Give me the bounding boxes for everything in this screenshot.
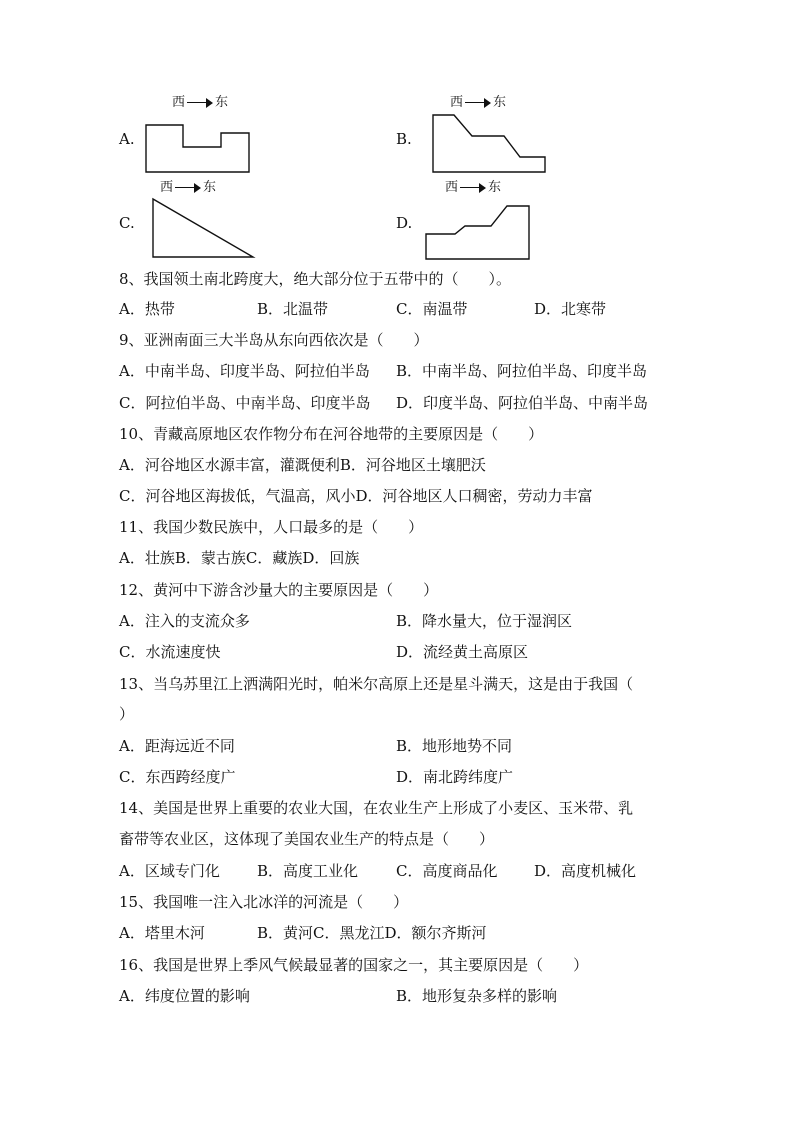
q12-option-d: D．流经黄土高原区 <box>396 643 529 661</box>
figure-b-profile <box>432 113 548 173</box>
question-14-stem-cont: 畜带等农业区，这体现了美国农业生产的特点是（ ） <box>119 830 495 848</box>
q13-option-a: A．距海远近不同 <box>119 737 235 755</box>
east-label: 东 <box>488 180 502 195</box>
east-label: 东 <box>493 95 507 110</box>
q9-option-b: B．中南半岛、阿拉伯半岛、印度半岛 <box>396 362 648 380</box>
figure-d-profile <box>425 204 531 260</box>
west-label: 西 <box>160 180 174 195</box>
q11-options: A．壮族B．蒙古族C．藏族D．回族 <box>119 549 360 567</box>
q16-option-a: A．纬度位置的影响 <box>119 987 250 1005</box>
q13-option-c: C．东西跨经度广 <box>119 768 236 786</box>
q15-option-a: A．塔里木河 <box>119 924 205 942</box>
q9-option-c: C．阿拉伯半岛、中南半岛、印度半岛 <box>119 394 371 412</box>
q12-option-a: A．注入的支流众多 <box>119 612 250 630</box>
figure-b-direction <box>450 95 506 111</box>
q9-option-a: A．中南半岛、印度半岛、阿拉伯半岛 <box>119 362 370 380</box>
west-label: 西 <box>450 95 464 110</box>
west-label: 西 <box>445 180 459 195</box>
q14-option-b: B．高度工业化 <box>257 862 359 880</box>
west-label: 西 <box>172 95 186 110</box>
q8-option-a: A．热带 <box>119 300 175 318</box>
question-15-stem: 15、我国唯一注入北冰洋的河流是（ ） <box>119 893 409 911</box>
arrow-right-icon <box>465 98 491 108</box>
question-14-stem: 14、美国是世界上重要的农业大国，在农业生产上形成了小麦区、玉米带、乳 <box>119 799 634 817</box>
q8-option-b: B．北温带 <box>257 300 329 318</box>
figure-d-label: D. <box>396 214 413 232</box>
q8-option-c: C．南温带 <box>396 300 468 318</box>
figure-c-profile <box>152 198 256 258</box>
figure-b-label: B. <box>396 130 412 148</box>
q13-option-d: D．南北跨纬度广 <box>396 768 514 786</box>
figure-a-profile <box>145 123 251 173</box>
q14-option-c: C．高度商品化 <box>396 862 498 880</box>
arrow-right-icon <box>460 183 486 193</box>
q12-option-c: C．水流速度快 <box>119 643 221 661</box>
q10-options-cd: C．河谷地区海拔低，气温高，风小D．河谷地区人口稠密，劳动力丰富 <box>119 487 593 505</box>
east-label: 东 <box>203 180 217 195</box>
q16-option-b: B．地形复杂多样的影响 <box>396 987 558 1005</box>
q15-options-bcd: B．黄河C．黑龙江D．额尔齐斯河 <box>257 924 487 942</box>
question-16-stem: 16、我国是世界上季风气候最显著的国家之一，其主要原因是（ ） <box>119 956 589 974</box>
q12-option-b: B．降水量大，位于湿润区 <box>396 612 573 630</box>
east-label: 东 <box>215 95 229 110</box>
question-13-stem-cont: ） <box>119 705 135 723</box>
figure-a-direction <box>172 95 228 111</box>
question-10-stem: 10、青藏高原地区农作物分布在河谷地带的主要原因是（ ） <box>119 425 544 443</box>
figure-a-label: A. <box>119 130 135 148</box>
figure-c-direction <box>160 180 216 196</box>
q10-options-ab: A．河谷地区水源丰富，灌溉便利B．河谷地区土壤肥沃 <box>119 456 486 474</box>
question-9-stem: 9、亚洲南面三大半岛从东向西依次是（ ） <box>119 331 429 349</box>
q9-option-d: D．印度半岛、阿拉伯半岛、中南半岛 <box>396 394 649 412</box>
figure-c-label: C. <box>119 214 135 232</box>
q14-option-d: D．高度机械化 <box>534 862 637 880</box>
q14-option-a: A．区域专门化 <box>119 862 220 880</box>
q8-option-d: D．北寒带 <box>534 300 607 318</box>
question-11-stem: 11、我国少数民族中，人口最多的是（ ） <box>119 518 424 536</box>
question-8-stem: 8、我国领土南北跨度大，绝大部分位于五带中的（ ）。 <box>119 270 512 288</box>
q13-option-b: B．地形地势不同 <box>396 737 513 755</box>
question-12-stem: 12、黄河中下游含沙量大的主要原因是（ ） <box>119 581 439 599</box>
question-13-stem: 13、当乌苏里江上洒满阳光时，帕米尔高原上还是星斗满天，这是由于我国（ <box>119 675 634 693</box>
arrow-right-icon <box>187 98 213 108</box>
figure-d-direction <box>445 180 501 196</box>
arrow-right-icon <box>175 183 201 193</box>
